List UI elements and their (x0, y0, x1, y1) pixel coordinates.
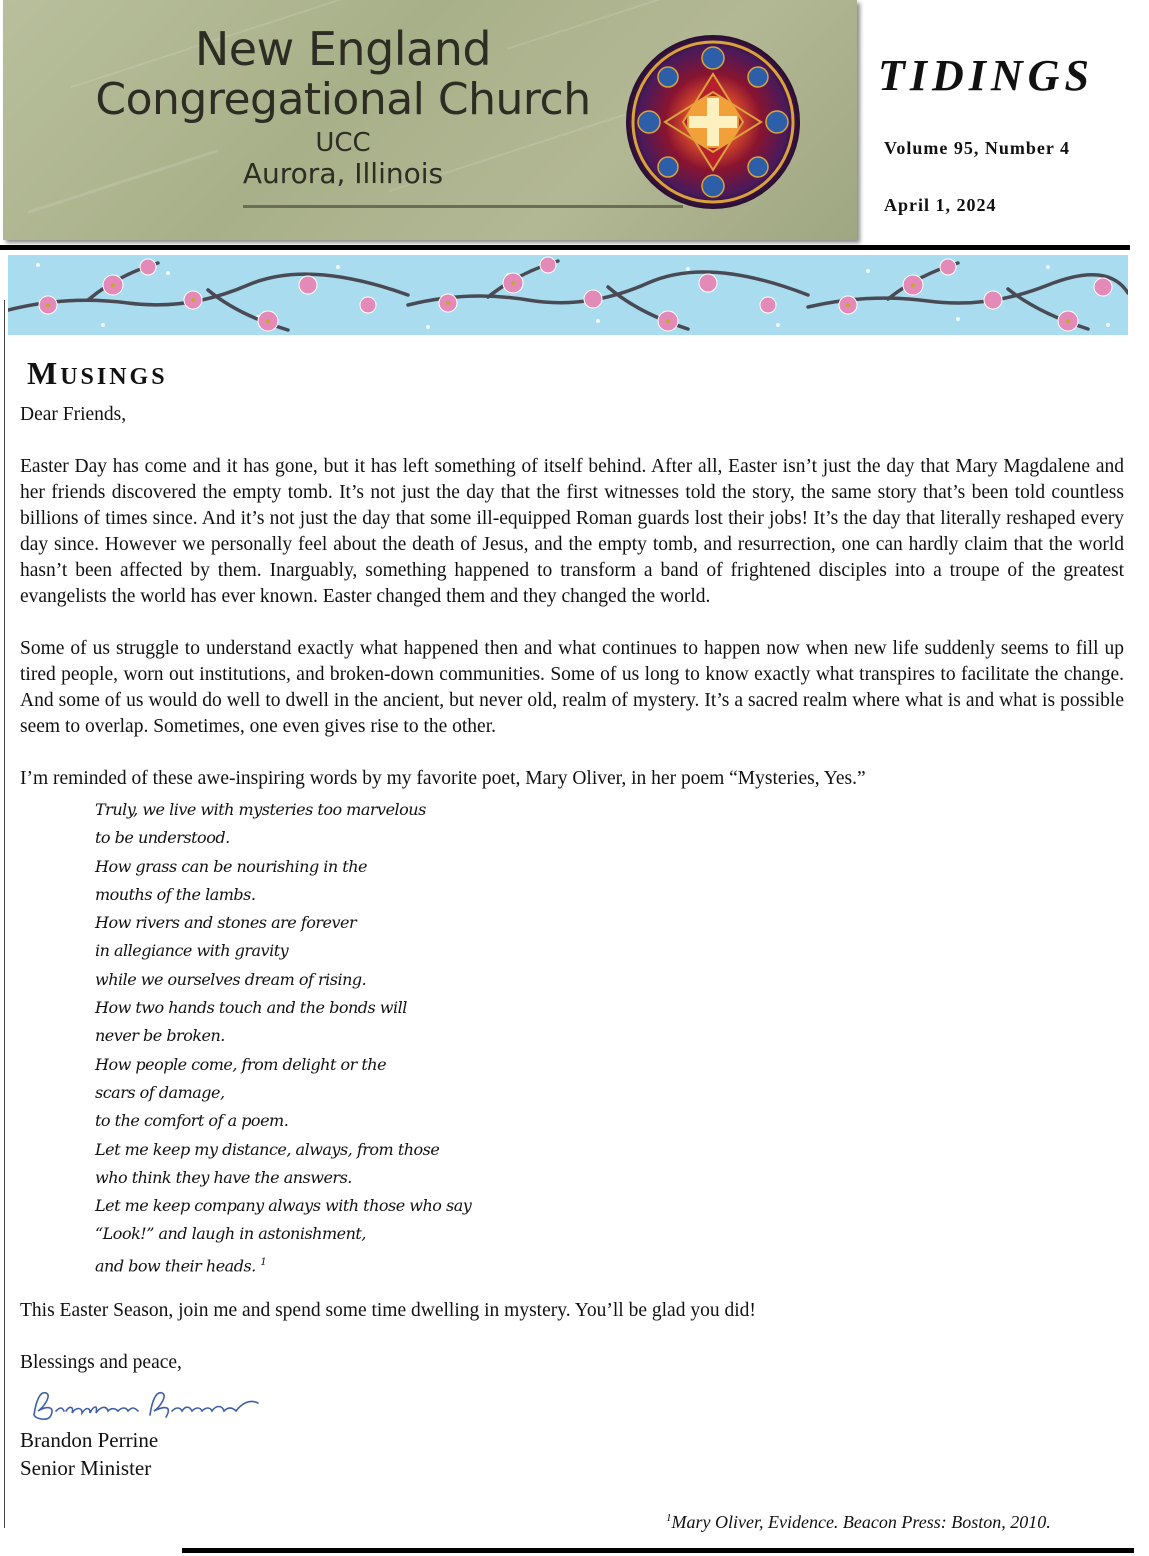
footer-rule (182, 1548, 1134, 1553)
church-name-line2: Congregational Church (95, 74, 591, 125)
church-location: Aurora, Illinois (242, 157, 444, 190)
poem-line: Let me keep company always with those who say (95, 1196, 472, 1216)
salutation: Dear Friends, (20, 404, 127, 425)
banner-divider (243, 205, 683, 208)
section-title: MUSINGS (27, 355, 168, 391)
poem-line: while we ourselves dream of rising. (95, 969, 367, 989)
poem-line: who think they have the answers. (95, 1167, 352, 1187)
signature-image (26, 1381, 276, 1429)
volume-number: Volume 95, Number 4 (884, 138, 1071, 158)
paragraph-mystery: Some of us struggle to understand exactly what happened then and what continues to happen now when new life suddenly seems to fill up tired people, worn out institutions, and broken-down communities. Some of us long to know exactly what transpires to facilitate the change. And some of us would do well to dwell in the ancient, but never old, realm of mystery. It’s a sacred realm where what is and what is possible seem to overlap. Sometimes, one even gives rise to the other. (20, 638, 1124, 737)
issue-date: April 1, 2024 (884, 195, 997, 215)
poem-line: never be broken. (95, 1026, 225, 1046)
church-denomination: UCC (315, 128, 371, 158)
poem-line: Let me keep my distance, always, from those (95, 1139, 440, 1159)
footnote-marker: 1 (666, 1512, 672, 1524)
church-name-line1: New England (194, 22, 492, 76)
poem-line: How two hands touch and the bonds will (95, 998, 407, 1018)
header-banner (3, 0, 857, 240)
poem-line-last: and bow their heads. $^1$ (95, 1256, 267, 1276)
church-name (73, 22, 613, 190)
poem-line: in allegiance with gravity (95, 941, 289, 961)
poem-quote (95, 796, 795, 1280)
minister-title: Senior Minister (20, 1456, 152, 1480)
poem-line: Truly, we live with mysteries too marvelous (95, 800, 426, 819)
poem-line: How people come, from delight or the (95, 1054, 387, 1074)
paragraph-easter: Easter Day has come and it has gone, but it has left something of itself behind. After all, Easter isn’t just the day that Mary Magdalene and her friends discovered the empty tomb. It’s not just the day that the first witnesses told the story, the same story that’s been told countless billions of times since. And it’s not just the day that some ill-equipped Roman guards lost their jobs! It’s the day that literally reshaped every day since. However we personally feel about the death of Jesus, and the empty tomb, and resurrection, one can hardly claim that the world hasn’t been affected by them. Inarguably, something happened to transform a band of frightened disciples into a troupe of the greatest evangelists the world has ever known. Easter changed them and they changed the world. (20, 456, 1124, 607)
newsletter-title: TIDINGS (878, 51, 1094, 100)
poem-line: How grass can be nourishing in the (95, 856, 367, 876)
paragraph-poet-intro: I’m reminded of these awe-inspiring words by my favorite poet, Mary Oliver, in her poem “Mysteries, Yes.” (20, 768, 866, 789)
cherry-blossom-banner (8, 255, 1128, 335)
left-margin-rule (4, 300, 5, 1528)
rose-window-icon (625, 34, 801, 210)
poem-footnote-marker: 1 (260, 1256, 267, 1268)
poem-line: How rivers and stones are forever (95, 913, 357, 933)
poem-line: “Look!” and laugh in astonishment, (95, 1224, 366, 1244)
blessing: Blessings and peace, (20, 1352, 182, 1373)
poem-line: to be understood. (95, 828, 230, 848)
poem-line: scars of damage, (95, 1082, 225, 1102)
closing-paragraph: This Easter Season, join me and spend some time dwelling in mystery. You’ll be glad you did! (20, 1300, 756, 1321)
footnote (666, 1512, 1051, 1533)
minister-name: Brandon Perrine (20, 1428, 159, 1452)
header-rule (0, 245, 1130, 250)
poem-line: to the comfort of a poem. (95, 1111, 289, 1131)
poem-line: mouths of the lambs. (95, 884, 256, 904)
footnote-text: Mary Oliver, Evidence. Beacon Press: Boston, 2010. (671, 1512, 1051, 1532)
